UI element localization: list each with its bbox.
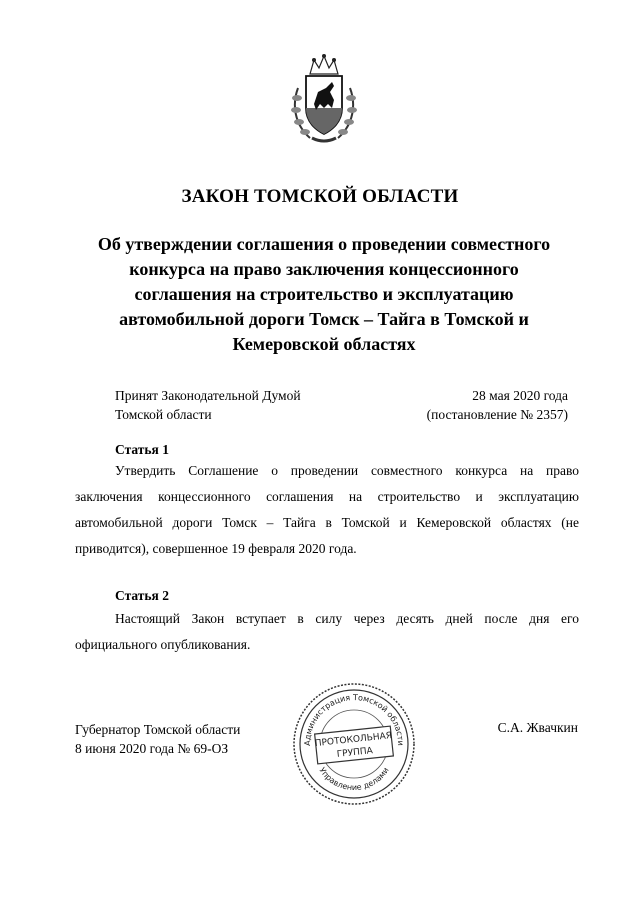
- document-title: ЗАКОН ТОМСКОЙ ОБЛАСТИ: [181, 186, 459, 207]
- svg-text:Управление делами: [317, 766, 390, 792]
- adoption-body-line: Томской области: [115, 407, 212, 422]
- signer-name: С.А. Жвачкин: [497, 720, 578, 735]
- seal-center-line2: ГРУППА: [336, 746, 374, 760]
- adoption-resolution: (постановление № 2357): [426, 407, 568, 422]
- article-1-heading: Статья 1: [115, 442, 169, 457]
- subtitle-line: Об утверждении соглашения о проведении совместного: [97, 234, 551, 254]
- adoption-date-block: [427, 386, 568, 424]
- subtitle-line: соглашения на строительство и эксплуатацию: [134, 284, 514, 304]
- signer-position: Губернатор Томской области: [75, 722, 241, 737]
- law-date-number: 8 июня 2020 года № 69-ОЗ: [75, 741, 229, 756]
- official-seal-icon: [290, 680, 418, 808]
- subtitle-line: конкурса на право заключения концессионного: [129, 259, 519, 279]
- seal-ring-top: Администрация Томской области: [302, 692, 406, 746]
- adoption-body: [115, 386, 301, 424]
- adoption-date: 28 мая 2020 года: [472, 388, 568, 403]
- article-2-heading: Статья 2: [115, 588, 169, 603]
- signature-block: [75, 720, 240, 758]
- article-2-text: Настоящий Закон вступает в силу через десять дней после дня его официального опубликования.: [75, 611, 579, 652]
- article-1-text: Утвердить Соглашение о проведении совместного конкурса на право заключения концессионного соглашения на строительство и эксплуатацию автомобильной дороги Томск – Тайга в Томской и Кемеровской областях (не приводится), совершенное 19 февраля 2020 года.: [75, 463, 579, 556]
- subtitle-line: Кемеровской областях: [232, 334, 416, 354]
- document-subtitle: [60, 232, 588, 357]
- coat-of-arms-icon: [288, 52, 360, 148]
- adoption-body-line: Принят Законодательной Думой: [115, 388, 301, 403]
- seal-center-line1: ПРОТОКОЛЬНАЯ: [314, 731, 393, 750]
- subtitle-line: автомобильной дороги Томск – Тайга в Томской и: [119, 309, 529, 329]
- seal-ring-bottom: Управление делами: [317, 765, 391, 793]
